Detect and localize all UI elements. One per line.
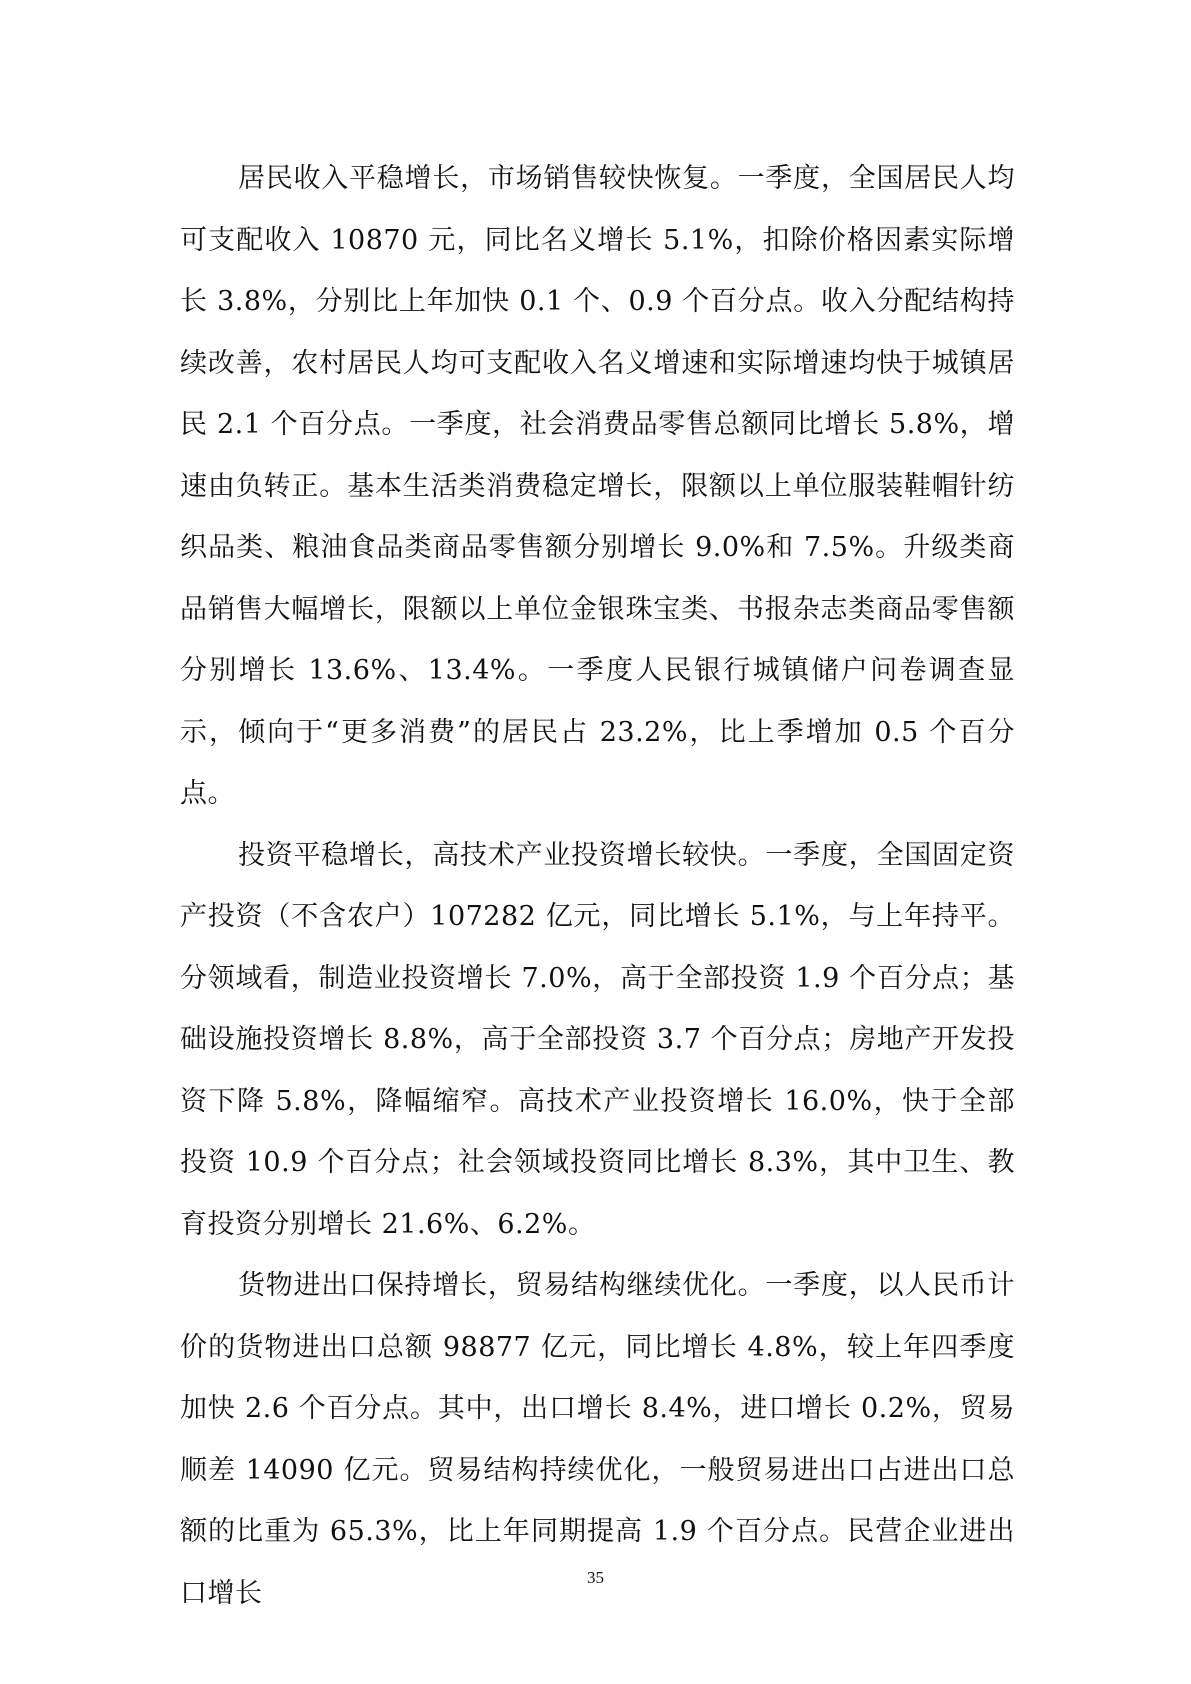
page-number: 35 xyxy=(587,1568,604,1587)
paragraph-income-consumption: 居民收入平稳增长，市场销售较快恢复。一季度，全国居民人均可支配收入 10870 元，同比名义增长 5.1%，扣除价格因素实际增长 3.8%，分别比上年加快 0.1 个、0.9 个百分点。收入分配结构持续改善，农村居民人均可支配收入名义增速和实际增速均快于城镇居民 2.1 个百分点。一季度，社会消费品零售总额同比增长 5.8%，增速由负转正。基本生活类消费稳定增长，限额以上单位服装鞋帽针纺织品类、粮油食品类商品零售额分别增长 9.0%和 7.5%。升级类商品销售大幅增长，限额以上单位金银珠宝类、书报杂志类商品零售额分别增长 13.6%、13.4%。一季度人民银行城镇储户问卷调查显示，倾向于“更多消费”的居民占 23.2%，比上季增加 0.5 个百分点。 xyxy=(180,163,1015,809)
body-text xyxy=(180,148,1015,1624)
paragraph-investment: 投资平稳增长，高技术产业投资增长较快。一季度，全国固定资产投资（不含农户）107282 亿元，同比增长 5.1%，与上年持平。分领域看，制造业投资增长 7.0%，高于全部投资 1.9 个百分点；基础设施投资增长 8.8%，高于全部投资 3.7 个百分点；房地产开发投资下降 5.8%，降幅缩窄。高技术产业投资增长 16.0%，快于全部投资 10.9 个百分点；社会领域投资同比增长 8.3%，其中卫生、教育投资分别增长 21.6%、6.2%。 xyxy=(180,839,1015,1240)
paragraph-trade: 货物进出口保持增长，贸易结构继续优化。一季度，以人民币计价的货物进出口总额 98877 亿元，同比增长 4.8%，较上年四季度加快 2.6 个百分点。其中，出口增长 8.4%，进口增长 0.2%，贸易顺差 14090 亿元。贸易结构持续优化，一般贸易进出口占进出口总额的比重为 65.3%，比上年同期提高 1.9 个百分点。民营企业进出口增长 xyxy=(180,1270,1015,1609)
